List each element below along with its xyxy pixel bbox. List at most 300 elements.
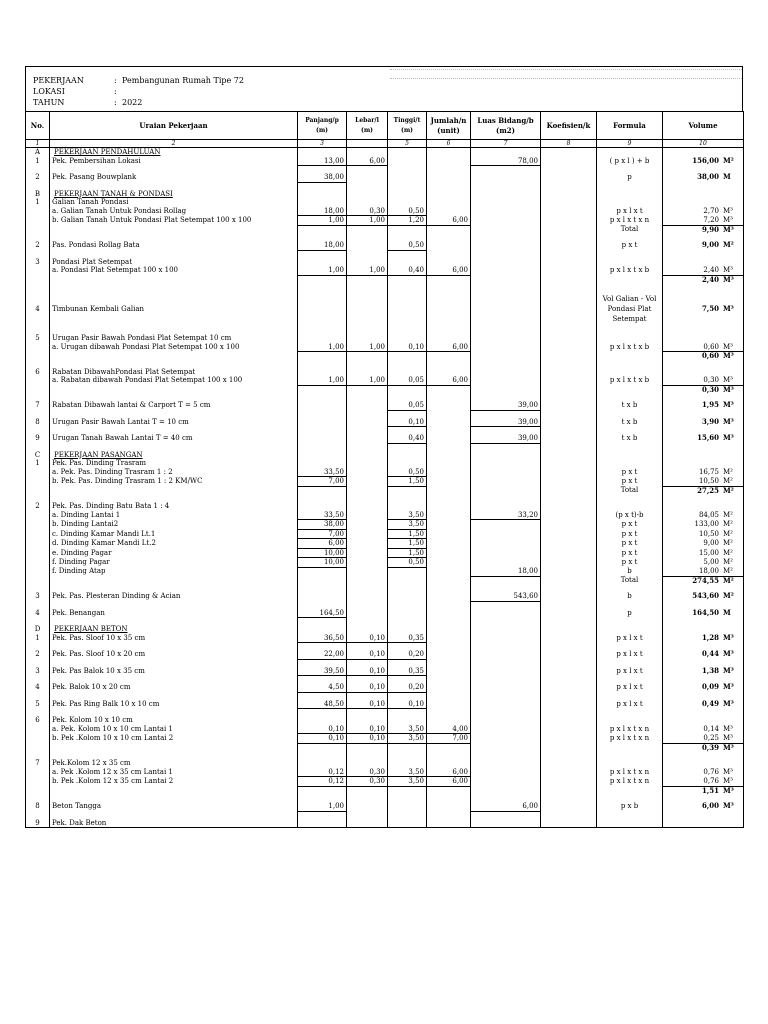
cell-volume [663, 368, 744, 377]
cell-lebar: 0,30 [347, 207, 388, 216]
col-no: No. [26, 112, 50, 140]
cell-panjang [298, 502, 347, 511]
volume-unit: M [723, 173, 731, 182]
cell-jumlah [427, 418, 471, 427]
volume-value: 1,95 [701, 401, 719, 410]
cell-formula: p x l x t x b [597, 376, 663, 385]
cell-tinggi: 1,50 [388, 529, 427, 539]
cell-panjang: 1,00 [298, 802, 347, 811]
table-row [26, 434, 744, 443]
cell-tinggi: 3,50 [388, 777, 427, 787]
cell-koefisien [541, 768, 597, 777]
cell-luas [471, 459, 541, 468]
cell-lebar [347, 609, 388, 618]
cell-koefisien [541, 709, 597, 717]
cell-formula: p x t [597, 529, 663, 539]
cell-jumlah [427, 692, 471, 700]
volume-unit: M³ [723, 802, 734, 811]
cell-jumlah [427, 410, 471, 418]
volume-unit: M² [723, 467, 733, 476]
cell-no [26, 659, 50, 667]
cell-lebar [347, 352, 388, 361]
cell-uraian [50, 385, 298, 394]
cell-lebar [347, 643, 388, 651]
cell-jumlah [427, 752, 471, 759]
cell-volume [663, 558, 744, 568]
cell-tinggi [388, 795, 427, 802]
cell-formula [597, 284, 663, 291]
volume-value: 0,09 [701, 683, 719, 692]
cell-formula [597, 451, 663, 460]
cell-tinggi [388, 451, 427, 460]
cell-tinggi [388, 225, 427, 234]
volume-value: 6,00 [701, 802, 719, 811]
cell-uraian [50, 352, 298, 361]
cell-luas [471, 291, 541, 327]
cell-tinggi [388, 786, 427, 795]
cell-jumlah: 6,00 [427, 266, 471, 275]
cell-no: 7 [26, 759, 50, 768]
cell-uraian [50, 585, 298, 592]
table-row [26, 768, 744, 777]
cell-panjang [298, 385, 347, 394]
cell-no [26, 734, 50, 744]
cell-panjang [298, 752, 347, 759]
cell-volume [663, 334, 744, 343]
cell-panjang [298, 659, 347, 667]
table-row [26, 427, 744, 435]
cell-formula [597, 459, 663, 468]
volume-unit: M³ [723, 215, 733, 224]
cell-panjang [298, 759, 347, 768]
cell-lebar [347, 558, 388, 568]
cell-formula: p x t [597, 477, 663, 487]
cell-luas [471, 198, 541, 207]
cell-lebar [347, 258, 388, 267]
cell-panjang [298, 618, 347, 626]
cell-panjang [298, 427, 347, 435]
cell-lebar [347, 548, 388, 558]
cell-panjang: 18,00 [298, 241, 347, 250]
cell-tinggi [388, 585, 427, 592]
cell-panjang: 22,00 [298, 650, 347, 659]
cell-luas [471, 284, 541, 291]
table-row [26, 241, 744, 250]
cell-koefisien [541, 618, 597, 626]
cell-tinggi: 0,10 [388, 343, 427, 352]
cell-no: D [26, 625, 50, 634]
cell-formula: p x l x t [597, 683, 663, 692]
cell-lebar: 6,00 [347, 157, 388, 166]
cell-koefisien [541, 198, 597, 207]
table-row [26, 225, 744, 234]
cell-jumlah [427, 759, 471, 768]
cell-luas [471, 468, 541, 477]
cell-jumlah [427, 634, 471, 643]
cell-luas [471, 659, 541, 667]
cell-no [26, 548, 50, 558]
cell-formula: p x t [597, 539, 663, 549]
cell-tinggi: 0,20 [388, 683, 427, 692]
cell-no [26, 225, 50, 234]
cell-formula: p x t [597, 548, 663, 558]
cell-tinggi [388, 190, 427, 199]
cell-uraian: Pek. Pas. Sloof 10 x 35 cm [50, 634, 298, 643]
cell-volume [663, 284, 744, 291]
cell-luas [471, 343, 541, 352]
cell-volume [663, 182, 744, 190]
cell-tinggi: 1,50 [388, 548, 427, 558]
cell-uraian [50, 427, 298, 435]
cell-formula [597, 385, 663, 394]
cell-uraian: f. Dinding Atap [50, 567, 298, 576]
cell-jumlah [427, 609, 471, 618]
cell-no [26, 676, 50, 684]
volume-value: 0,60 [703, 342, 719, 351]
cell-tinggi [388, 811, 427, 819]
cell-lebar: 1,00 [347, 376, 388, 385]
cell-jumlah [427, 495, 471, 502]
cell-volume [663, 625, 744, 634]
tahun-value: 2022 [122, 98, 143, 107]
cell-tinggi: 3,50 [388, 768, 427, 777]
table-row [26, 258, 744, 267]
table-row [26, 284, 744, 291]
volume-unit: M³ [723, 376, 733, 384]
cell-panjang [298, 819, 347, 828]
table-row [26, 291, 744, 327]
cell-luas [471, 650, 541, 659]
cell-tinggi [388, 495, 427, 502]
volume-unit: M² [723, 510, 733, 519]
table-row [26, 643, 744, 651]
cell-no [26, 166, 50, 174]
table-row [26, 443, 744, 451]
cell-uraian: Pek. Pas. Dinding Batu Bata 1 : 4 [50, 502, 298, 511]
cell-uraian [50, 394, 298, 401]
table-row [26, 182, 744, 190]
cell-koefisien [541, 700, 597, 709]
cell-lebar [347, 759, 388, 768]
cell-no: 3 [26, 592, 50, 601]
cell-lebar: 0,30 [347, 768, 388, 777]
cell-uraian: a. Galian Tanah Untuk Pondasi Rollag [50, 207, 298, 216]
cell-no [26, 385, 50, 394]
cell-lebar: 1,00 [347, 266, 388, 275]
table-row [26, 777, 744, 787]
cell-tinggi [388, 394, 427, 401]
cell-jumlah: 7,00 [427, 734, 471, 744]
cell-uraian: Urugan Pasir Bawah Lantai T = 10 cm [50, 418, 298, 427]
cell-jumlah [427, 625, 471, 634]
cell-volume [663, 468, 744, 477]
cell-jumlah [427, 148, 471, 157]
cell-panjang [298, 625, 347, 634]
cell-panjang [298, 692, 347, 700]
cell-volume [663, 148, 744, 157]
cell-formula: ( p x l ) + b [597, 157, 663, 166]
cell-no [26, 520, 50, 530]
col-formula: Formula [597, 112, 663, 140]
cell-lebar [347, 743, 388, 752]
cell-lebar [347, 166, 388, 174]
cell-jumlah [427, 743, 471, 752]
cell-jumlah [427, 576, 471, 585]
cell-koefisien [541, 759, 597, 768]
cell-volume [663, 275, 744, 284]
cell-luas [471, 625, 541, 634]
cell-koefisien [541, 725, 597, 734]
col-panjang: Panjang/p (m) [298, 112, 347, 140]
cell-koefisien [541, 234, 597, 241]
cell-jumlah [427, 592, 471, 601]
cell-luas: 6,00 [471, 802, 541, 811]
cell-lebar [347, 173, 388, 182]
cell-lebar [347, 385, 388, 394]
cell-luas: 39,00 [471, 401, 541, 410]
cell-tinggi [388, 234, 427, 241]
cell-lebar [347, 585, 388, 592]
cell-jumlah [427, 173, 471, 182]
cell-tinggi [388, 676, 427, 684]
cell-luas [471, 725, 541, 734]
table-row [26, 659, 744, 667]
cell-volume [663, 768, 744, 777]
cell-lebar [347, 225, 388, 234]
cell-formula: p [597, 609, 663, 618]
cell-koefisien [541, 576, 597, 585]
cell-no: 2 [26, 173, 50, 182]
cell-formula [597, 502, 663, 511]
cell-no [26, 376, 50, 385]
cell-uraian [50, 284, 298, 291]
cell-jumlah [427, 459, 471, 468]
cell-no: 5 [26, 334, 50, 343]
cell-volume [663, 250, 744, 258]
cell-uraian: c. Dinding Kamar Mandi Lt.1 [50, 529, 298, 539]
cell-tinggi: 0,35 [388, 667, 427, 676]
cell-panjang [298, 643, 347, 651]
cell-koefisien [541, 634, 597, 643]
cell-koefisien [541, 451, 597, 460]
cell-uraian [50, 676, 298, 684]
cell-volume [663, 819, 744, 828]
cell-koefisien [541, 692, 597, 700]
cell-tinggi: 0,40 [388, 434, 427, 443]
cell-volume [663, 401, 744, 410]
cell-formula: p x t [597, 558, 663, 568]
cell-uraian: a. Pek. Kolom 10 x 10 cm Lantai 1 [50, 725, 298, 734]
cell-lebar [347, 786, 388, 795]
table-row [26, 459, 744, 468]
cell-luas [471, 334, 541, 343]
cell-volume [663, 234, 744, 241]
cell-jumlah [427, 352, 471, 361]
cell-jumlah [427, 198, 471, 207]
cell-lebar [347, 468, 388, 477]
cell-tinggi: 0,50 [388, 558, 427, 568]
cell-lebar [347, 495, 388, 502]
cell-jumlah [427, 650, 471, 659]
cell-lebar [347, 567, 388, 576]
volume-unit: M² [723, 476, 733, 485]
cell-tinggi [388, 291, 427, 327]
cell-no [26, 709, 50, 717]
cell-koefisien [541, 495, 597, 502]
cell-panjang [298, 676, 347, 684]
volume-value: 2,40 [701, 275, 719, 284]
cell-formula: p x l x t x b [597, 343, 663, 352]
cell-volume [663, 548, 744, 558]
cell-tinggi [388, 819, 427, 828]
cell-jumlah [427, 567, 471, 576]
cell-jumlah [427, 241, 471, 250]
cell-luas [471, 520, 541, 530]
cell-jumlah [427, 327, 471, 334]
col-volume: Volume [663, 112, 744, 140]
cell-tinggi [388, 625, 427, 634]
cell-lebar: 0,10 [347, 725, 388, 734]
cell-lebar [347, 511, 388, 520]
table-row [26, 609, 744, 618]
volume-unit: M³ [723, 266, 733, 274]
cell-tinggi: 0,50 [388, 468, 427, 477]
cell-tinggi [388, 275, 427, 284]
table-row [26, 361, 744, 368]
table-row [26, 558, 744, 568]
cell-jumlah [427, 443, 471, 451]
cell-lebar [347, 443, 388, 451]
cell-formula [597, 709, 663, 717]
cell-panjang [298, 585, 347, 592]
volume-unit: M² [723, 548, 733, 557]
cell-lebar: 0,10 [347, 650, 388, 659]
cell-tinggi [388, 643, 427, 651]
volume-unit: M³ [723, 342, 733, 351]
cell-lebar [347, 592, 388, 601]
cell-lebar [347, 676, 388, 684]
cell-panjang [298, 576, 347, 585]
table-row [26, 385, 744, 394]
cell-panjang [298, 327, 347, 334]
cell-jumlah [427, 157, 471, 166]
cell-uraian [50, 576, 298, 585]
cell-koefisien [541, 520, 597, 530]
cell-jumlah [427, 819, 471, 828]
volume-value: 5,00 [703, 558, 719, 566]
table-row [26, 786, 744, 795]
table-row [26, 734, 744, 744]
cell-formula: (p x t)-b [597, 511, 663, 520]
cell-lebar [347, 716, 388, 725]
cell-luas [471, 634, 541, 643]
volume-value: 9,00 [701, 241, 719, 250]
cell-luas [471, 250, 541, 258]
volume-value: 1,51 [701, 786, 719, 795]
cell-no [26, 327, 50, 334]
table-row [26, 592, 744, 601]
cell-tinggi [388, 427, 427, 435]
cell-luas [471, 795, 541, 802]
cell-no [26, 182, 50, 190]
cell-lebar [347, 284, 388, 291]
volume-value: 9,90 [701, 225, 719, 234]
cell-luas [471, 548, 541, 558]
cell-panjang: 1,00 [298, 376, 347, 385]
cell-volume [663, 502, 744, 511]
cell-luas [471, 777, 541, 787]
cell-panjang: 39,50 [298, 667, 347, 676]
cell-jumlah [427, 643, 471, 651]
cell-lebar [347, 520, 388, 530]
cell-koefisien [541, 585, 597, 592]
cell-luas [471, 376, 541, 385]
cell-tinggi: 3,50 [388, 520, 427, 530]
cell-uraian: d. Dinding Kamar Mandi Lt.2 [50, 539, 298, 549]
cell-uraian: Beton Tangga [50, 802, 298, 811]
cell-no: 4 [26, 683, 50, 692]
cell-uraian: Pek. Dak Beton [50, 819, 298, 828]
volume-unit: M³ [723, 275, 734, 284]
cell-luas [471, 451, 541, 460]
volume-value: 0,25 [703, 733, 719, 742]
cell-uraian [50, 225, 298, 234]
cell-panjang [298, 486, 347, 495]
cell-lebar [347, 418, 388, 427]
cell-panjang [298, 258, 347, 267]
cell-luas [471, 811, 541, 819]
cell-panjang [298, 225, 347, 234]
cell-lebar [347, 182, 388, 190]
cell-jumlah [427, 434, 471, 443]
cell-no: 5 [26, 700, 50, 709]
cell-koefisien [541, 361, 597, 368]
cell-jumlah [427, 427, 471, 435]
cell-no [26, 343, 50, 352]
cell-volume [663, 376, 744, 385]
cell-no [26, 601, 50, 609]
volume-value: 7,50 [701, 304, 719, 313]
cell-luas [471, 216, 541, 226]
cell-luas [471, 529, 541, 539]
cell-formula [597, 327, 663, 334]
cell-koefisien [541, 343, 597, 352]
cell-panjang: 10,00 [298, 558, 347, 568]
cell-no: 1 [26, 198, 50, 207]
col-number: 9 [597, 140, 663, 148]
cell-panjang [298, 250, 347, 258]
cell-lebar [347, 275, 388, 284]
cell-formula: p x l x t [597, 634, 663, 643]
cell-no: 7 [26, 401, 50, 410]
col-number [347, 140, 388, 148]
cell-volume [663, 361, 744, 368]
cell-tinggi: 0,40 [388, 266, 427, 275]
cell-no: 1 [26, 634, 50, 643]
cell-koefisien [541, 676, 597, 684]
cell-volume [663, 709, 744, 717]
cell-tinggi [388, 486, 427, 495]
volume-unit: M³ [723, 724, 733, 733]
cell-volume [663, 343, 744, 352]
cell-uraian: Pek. Pembersihan Lokasi [50, 157, 298, 166]
cell-koefisien [541, 190, 597, 199]
volume-value: 543,60 [692, 592, 719, 601]
table-row [26, 709, 744, 717]
cell-koefisien [541, 802, 597, 811]
volume-value: 7,20 [703, 215, 719, 224]
cell-no [26, 618, 50, 626]
